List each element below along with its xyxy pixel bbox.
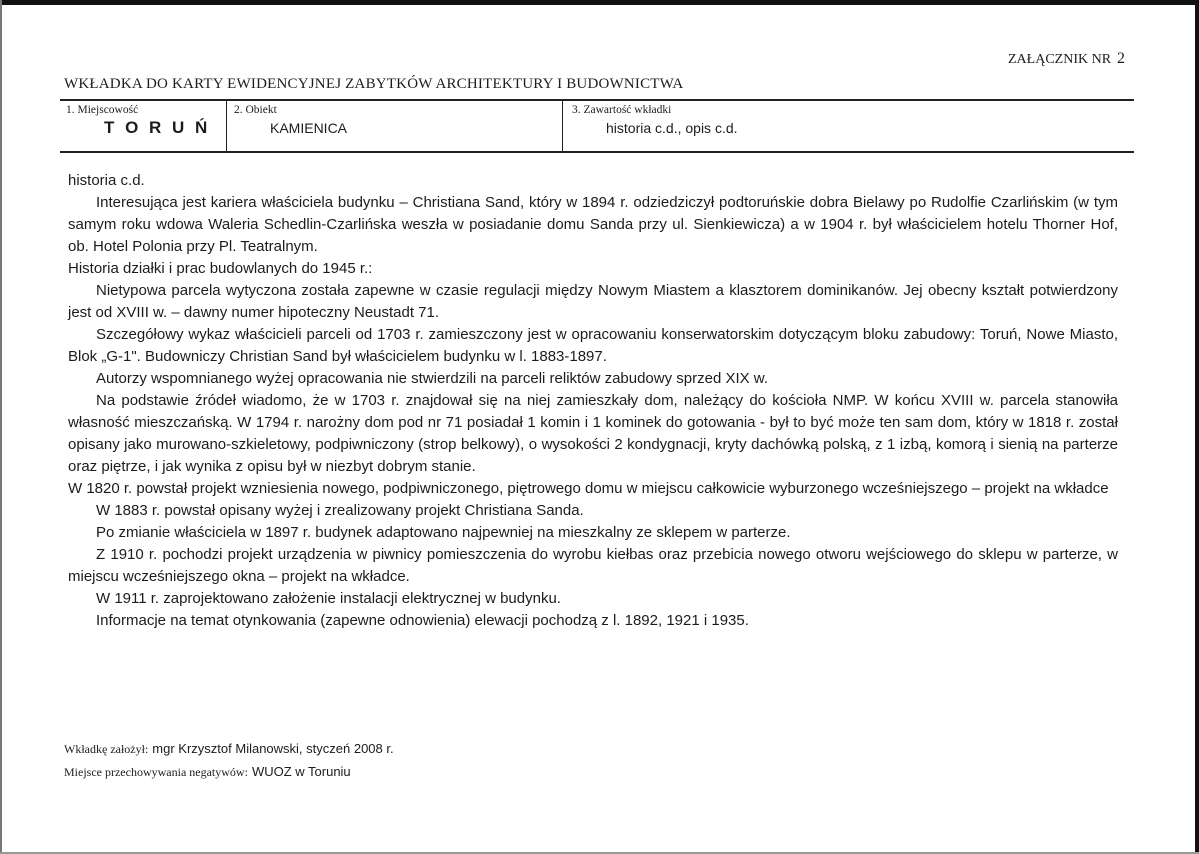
paragraph: Informacje na temat otynkowania (zapewne odnowienia) elewacji pochodzą z l. 1892, 1921 i 1935.	[96, 612, 749, 629]
header-divider-2	[562, 100, 563, 152]
attachment-label: ZAŁĄCZNIK NR	[1008, 52, 1112, 67]
paragraph: historia c.d.	[68, 172, 145, 189]
locality-label: 1. Miejscowość	[66, 104, 139, 116]
negatives-storage-value: WUOZ w Toruniu	[251, 764, 351, 779]
paragraph: W 1883 r. powstał opisany wyżej i zrealizowany projekt Christiana Sanda.	[96, 502, 584, 519]
locality-value: T O R U Ń	[104, 118, 211, 137]
section-heading: Historia działki i prac budowlanych do 1945 r.:	[68, 260, 373, 277]
attachment-number-value: 2	[1117, 50, 1126, 67]
object-label: 2. Obiekt	[234, 104, 277, 116]
paragraph: Szczegółowy wykaz właścicieli parceli od 1703 r. zamieszczony jest w opracowaniu konserwatorskim dotyczącym bloku zabudowy: Toruń, Nowe Miasto, Blok „G-1". Budowniczy Christian Sand był właścicielem budynku w l. 1883-1897.	[68, 326, 1118, 365]
scan-edge-top	[0, 0, 1199, 5]
header-divider-1	[226, 100, 227, 152]
scan-edge-right	[1195, 0, 1199, 854]
negatives-storage-label: Miejsce przechowywania negatywów:	[64, 765, 248, 779]
created-by-value: mgr Krzysztof Milanowski, styczeń 2008 r.	[152, 741, 394, 756]
paragraph: Po zmianie właściciela w 1897 r. budynek adaptowano najpewniej na mieszkalny ze sklepem w parterze.	[96, 524, 791, 541]
object-value: KAMIENICA	[270, 120, 348, 136]
form-title: WKŁADKA DO KARTY EWIDENCYJNEJ ZABYTKÓW ARCHITEKTURY I BUDOWNICTWA	[64, 76, 684, 92]
paragraph: Nietypowa parcela wytyczona została zapewne w czasie regulacji między Nowym Miastem a klasztorem dominikanów. Jej obecny kształt potwierdzony jest od XVIII w. – dawny numer hipoteczny Neustadt 71.	[68, 282, 1118, 321]
paragraph: W 1820 r. powstał projekt wzniesienia nowego, podpiwniczonego, piętrowego domu w miejscu całkowicie wyburzonego wcześniejszego – projekt na wkładce	[68, 480, 1109, 497]
created-by-label: Wkładkę założył:	[64, 742, 149, 756]
attachment-number	[1008, 50, 1125, 68]
paragraph: Interesująca jest kariera właściciela budynku – Christiana Sand, który w 1894 r. odziedziczył podtoruńskie dobra Bielawy po Rudolfie Czarlińskim (w tym samym roku wdowa Waleria Schedlin-Czarlińska weszła w posiadanie domu Sanda przy ul. Sienkiewicza) a w 1904 r. był właścicielem hotelu Thorner Hof, ob. Hotel Polonia przy Pl. Teatralnym.	[68, 194, 1118, 255]
scan-edge-left	[0, 0, 2, 854]
footer-created-by	[64, 741, 394, 757]
footer-negatives-storage	[64, 764, 351, 780]
paragraph: Autorzy wspomnianego wyżej opracowania nie stwierdzili na parceli reliktów zabudowy sprzed XIX w.	[96, 370, 768, 387]
document-body	[68, 170, 1118, 632]
header-top-rule	[60, 99, 1134, 101]
paragraph: Z 1910 r. pochodzi projekt urządzenia w piwnicy pomieszczenia do wyrobu kiełbas oraz przebicia nowego otworu wejściowego do sklepu w parterze, w miejscu wcześniejszego okna – projekt na wkładce.	[68, 546, 1118, 585]
paragraph: W 1911 r. zaprojektowano założenie instalacji elektrycznej w budynku.	[96, 590, 561, 607]
contents-label: 3. Zawartość wkładki	[572, 104, 672, 116]
paragraph: Na podstawie źródeł wiadomo, że w 1703 r. znajdował się na niej zamieszkały dom, należący do kościoła NMP. W końcu XVIII w. parcela stanowiła własność mieszczańską. W 1794 r. narożny dom pod nr 71 posiadał 1 komin i 1 kominek do gotowania - był to być może ten sam dom, który w 1818 r. został opisany jako murowano-szkieletowy, podpiwniczony (strop belkowy), o wysokości 2 kondygnacji, kryty dachówką polską, z 1 izbą, komorą i sienią na parterze oraz piętrze, i jak wynika z opisu był w niezbyt dobrym stanie.	[68, 392, 1118, 475]
header-bottom-rule	[60, 151, 1134, 153]
contents-value: historia c.d., opis c.d.	[606, 120, 738, 136]
